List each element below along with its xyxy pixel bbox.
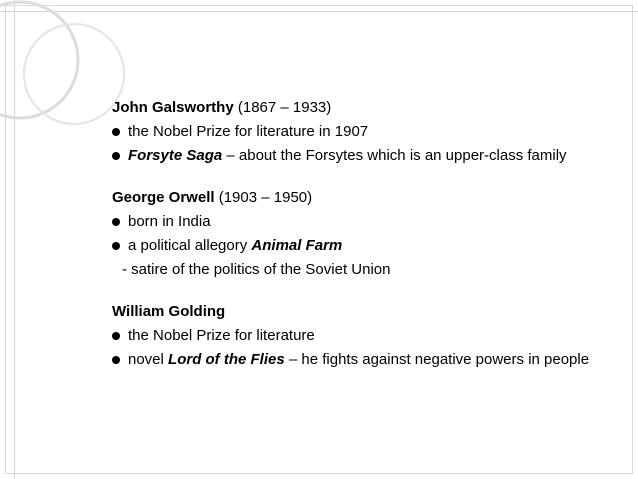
author-name: William Golding bbox=[112, 303, 226, 320]
author-name: George Orwell bbox=[112, 189, 215, 206]
author-heading-galsworthy bbox=[112, 96, 612, 120]
bullet-text: novel bbox=[128, 351, 169, 368]
author-years: (1867 – 1933) bbox=[233, 99, 332, 116]
bullet-text: – about the Forsytes which is an upper-class family bbox=[222, 147, 567, 164]
work-title: Forsyte Saga bbox=[128, 147, 223, 164]
bullet-item bbox=[112, 210, 612, 234]
work-title: Lord of the Flies bbox=[168, 351, 285, 368]
bullet-text: born in India bbox=[128, 213, 211, 230]
slide-content bbox=[112, 96, 612, 372]
bullet-text: a political allegory bbox=[128, 237, 252, 254]
bullet-text: the Nobel Prize for literature bbox=[128, 327, 315, 344]
bullet-item bbox=[112, 234, 612, 258]
bullet-text: the Nobel Prize for literature in 1907 bbox=[128, 123, 369, 140]
decorative-circle-large bbox=[0, 2, 78, 118]
bullet-text: – he fights against negative powers in people bbox=[284, 351, 590, 368]
bullet-item bbox=[112, 144, 612, 168]
author-heading-orwell bbox=[112, 186, 612, 210]
author-years: (1903 – 1950) bbox=[214, 189, 313, 206]
bullet-item bbox=[112, 120, 612, 144]
work-title: Animal Farm bbox=[251, 237, 343, 254]
bullet-item bbox=[112, 324, 612, 348]
bullet-item bbox=[112, 348, 612, 372]
author-heading-golding bbox=[112, 300, 612, 324]
spacer bbox=[112, 168, 612, 186]
spacer bbox=[112, 282, 612, 300]
decorative-circles bbox=[0, 0, 130, 140]
author-name: John Galsworthy bbox=[112, 99, 234, 116]
sub-note: - satire of the politics of the Soviet Union bbox=[122, 261, 391, 278]
